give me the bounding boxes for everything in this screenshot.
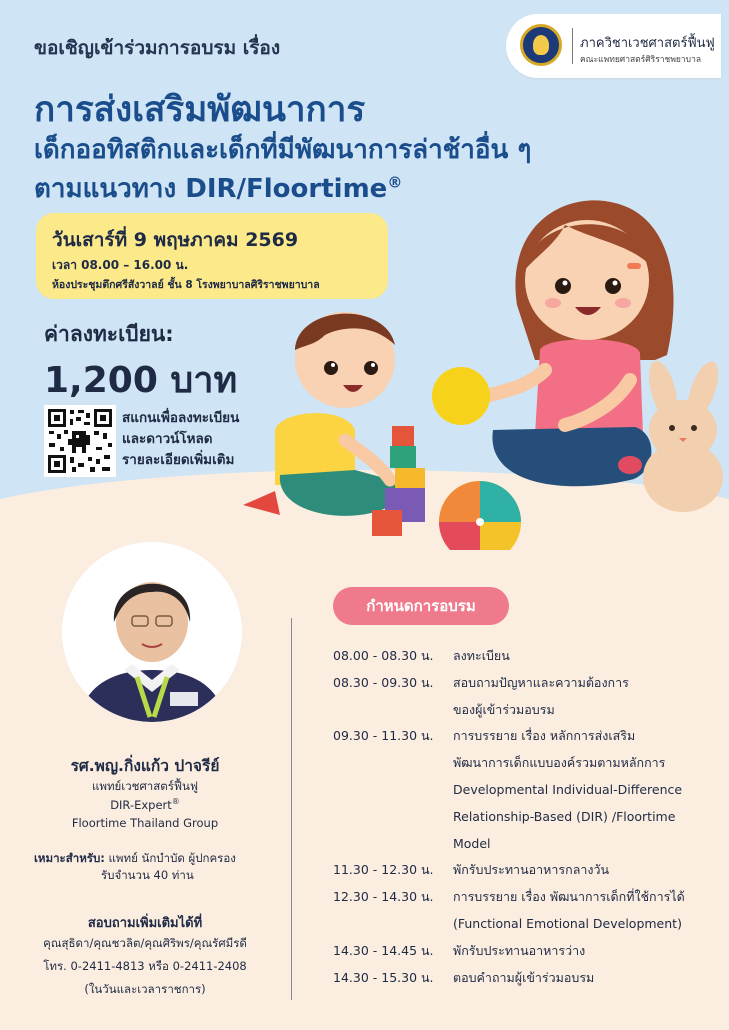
schedule-description-line: พักรับประทานอาหารว่าง [453, 942, 586, 958]
event-date: วันเสาร์ที่ 9 พฤษภาคม 2569 [52, 229, 299, 251]
schedule-description [453, 938, 723, 965]
schedule-list [333, 643, 723, 991]
department-logo-badge [506, 14, 721, 78]
schedule-description [453, 884, 723, 938]
schedule-row [333, 965, 723, 992]
audience-info [34, 850, 236, 884]
registration-qr-code[interactable] [44, 405, 116, 477]
schedule-time: 08.30 - 09.30 น. [333, 674, 434, 690]
schedule-time: 12.30 - 14.30 น. [333, 889, 434, 905]
schedule-time: 14.30 - 14.45 น. [333, 942, 434, 958]
invite-text: ขอเชิญเข้าร่วมการอบรม เรื่อง [34, 37, 281, 59]
schedule-description-line: Relationship-Based (DIR) /Floortime [453, 808, 676, 824]
schedule-row [333, 723, 723, 857]
speaker-cert-text: DIR-Expert [110, 797, 172, 812]
column-divider [291, 618, 292, 1000]
schedule-row [333, 643, 723, 670]
schedule-description [453, 857, 723, 884]
schedule-description [453, 670, 723, 724]
schedule-row [333, 884, 723, 938]
contact-phone: โทร. 0-2411-4813 หรือ 0-2411-2408 [43, 959, 247, 973]
bunny-toy [643, 358, 725, 512]
qr-instructions [122, 408, 239, 471]
title-line-2: เด็กออทิสติกและเด็กที่มีพัฒนาการล่าช้าอื่น ๆ [34, 135, 532, 165]
schedule-time: 11.30 - 12.30 น. [333, 862, 434, 878]
schedule-description-line: การบรรยาย เรื่อง พัฒนาการเด็กที่ใช้การได้ [453, 889, 685, 905]
yellow-ball [432, 367, 490, 425]
speaker-cert-mark: ® [171, 797, 180, 806]
speaker-name: รศ.พญ.กิ่งแก้ว ปาจรีย์ [70, 757, 220, 775]
contact-names: คุณสุธิดา/คุณชวลิต/คุณศิริพร/คุณรัศมีรดี [43, 936, 247, 950]
schedule-time: 08.00 - 08.30 น. [333, 648, 434, 663]
speaker-group: Floortime Thailand Group [71, 816, 219, 830]
schedule-description-line: (Functional Emotional Development) [453, 915, 682, 931]
title-line-3-text: ตามแนวทาง DIR/Floortime [34, 174, 388, 204]
schedule-description-line: ลงทะเบียน [453, 648, 510, 663]
qr-line-1: สแกนเพื่อลงทะเบียน [122, 410, 240, 426]
event-time: เวลา 08.00 – 16.00 น. [52, 258, 189, 272]
qr-line-2: และดาวน์โหลด [122, 431, 213, 447]
schedule-row [333, 670, 723, 724]
schedule-description [453, 643, 723, 670]
schedule-description-line: พัฒนาการเด็กแบบองค์รวมตามหลักการ [453, 755, 666, 771]
beach-ball [439, 481, 521, 550]
speaker-certification [0, 797, 290, 812]
fee-value: 1,200 บาท [44, 360, 238, 401]
audience-value: แพทย์ นักบำบัด ผู้ปกครอง [104, 851, 236, 865]
schedule-row [333, 938, 723, 965]
title-line-1: การส่งเสริมพัฒนาการ [34, 90, 366, 130]
schedule-description-line: ของผู้เข้าร่วมอบรม [453, 701, 555, 717]
speaker-role: แพทย์เวชศาสตร์ฟื้นฟู [91, 779, 199, 793]
speaker-photo [62, 542, 242, 722]
schedule-description [453, 723, 723, 857]
schedule-description-line: การบรรยาย เรื่อง หลักการส่งเสริม [453, 728, 636, 744]
schedule-description [453, 965, 723, 992]
schedule-description-line: Developmental Individual-Difference [453, 781, 683, 797]
faculty-name: คณะแพทยศาสตร์ศิริราชพยาบาล [580, 55, 702, 65]
children-playing-illustration [235, 185, 729, 550]
schedule-description-line: ตอบคำถามผู้เข้าร่วมอบรม [453, 969, 595, 985]
registered-mark: ® [387, 173, 403, 192]
boy-figure [243, 312, 410, 516]
audience-label: เหมาะสำหรับ: [34, 851, 105, 865]
contact-hours: (ในวันและเวลาราชการ) [84, 982, 206, 996]
event-place: ห้องประชุมตึกศรีสังวาลย์ ชั้น 8 โรงพยาบาลศิริราชพยาบาล [52, 279, 320, 291]
schedule-row [333, 857, 723, 884]
schedule-description-line: Model [453, 835, 491, 851]
siriraj-seal-icon [520, 24, 562, 66]
qr-line-3: รายละเอียดเพิ่มเติม [122, 452, 235, 468]
girl-figure [490, 200, 674, 486]
schedule-time: 09.30 - 11.30 น. [333, 728, 434, 744]
schedule-description-line: สอบถามปัญหาและความต้องการ [453, 674, 629, 690]
schedule-heading: กำหนดการอบรม [333, 587, 509, 625]
schedule-description-line: พักรับประทานอาหารกลางวัน [453, 862, 610, 878]
audience-capacity: รับจำนวน 40 ท่าน [101, 868, 194, 882]
schedule-time: 14.30 - 15.30 น. [333, 969, 434, 985]
department-name: ภาควิชาเวชศาสตร์ฟื้นฟู [580, 36, 715, 51]
logo-divider [572, 28, 573, 64]
fee-label: ค่าลงทะเบียน: [44, 322, 174, 346]
contact-title: สอบถามเพิ่มเติมได้ที่ [87, 916, 203, 931]
